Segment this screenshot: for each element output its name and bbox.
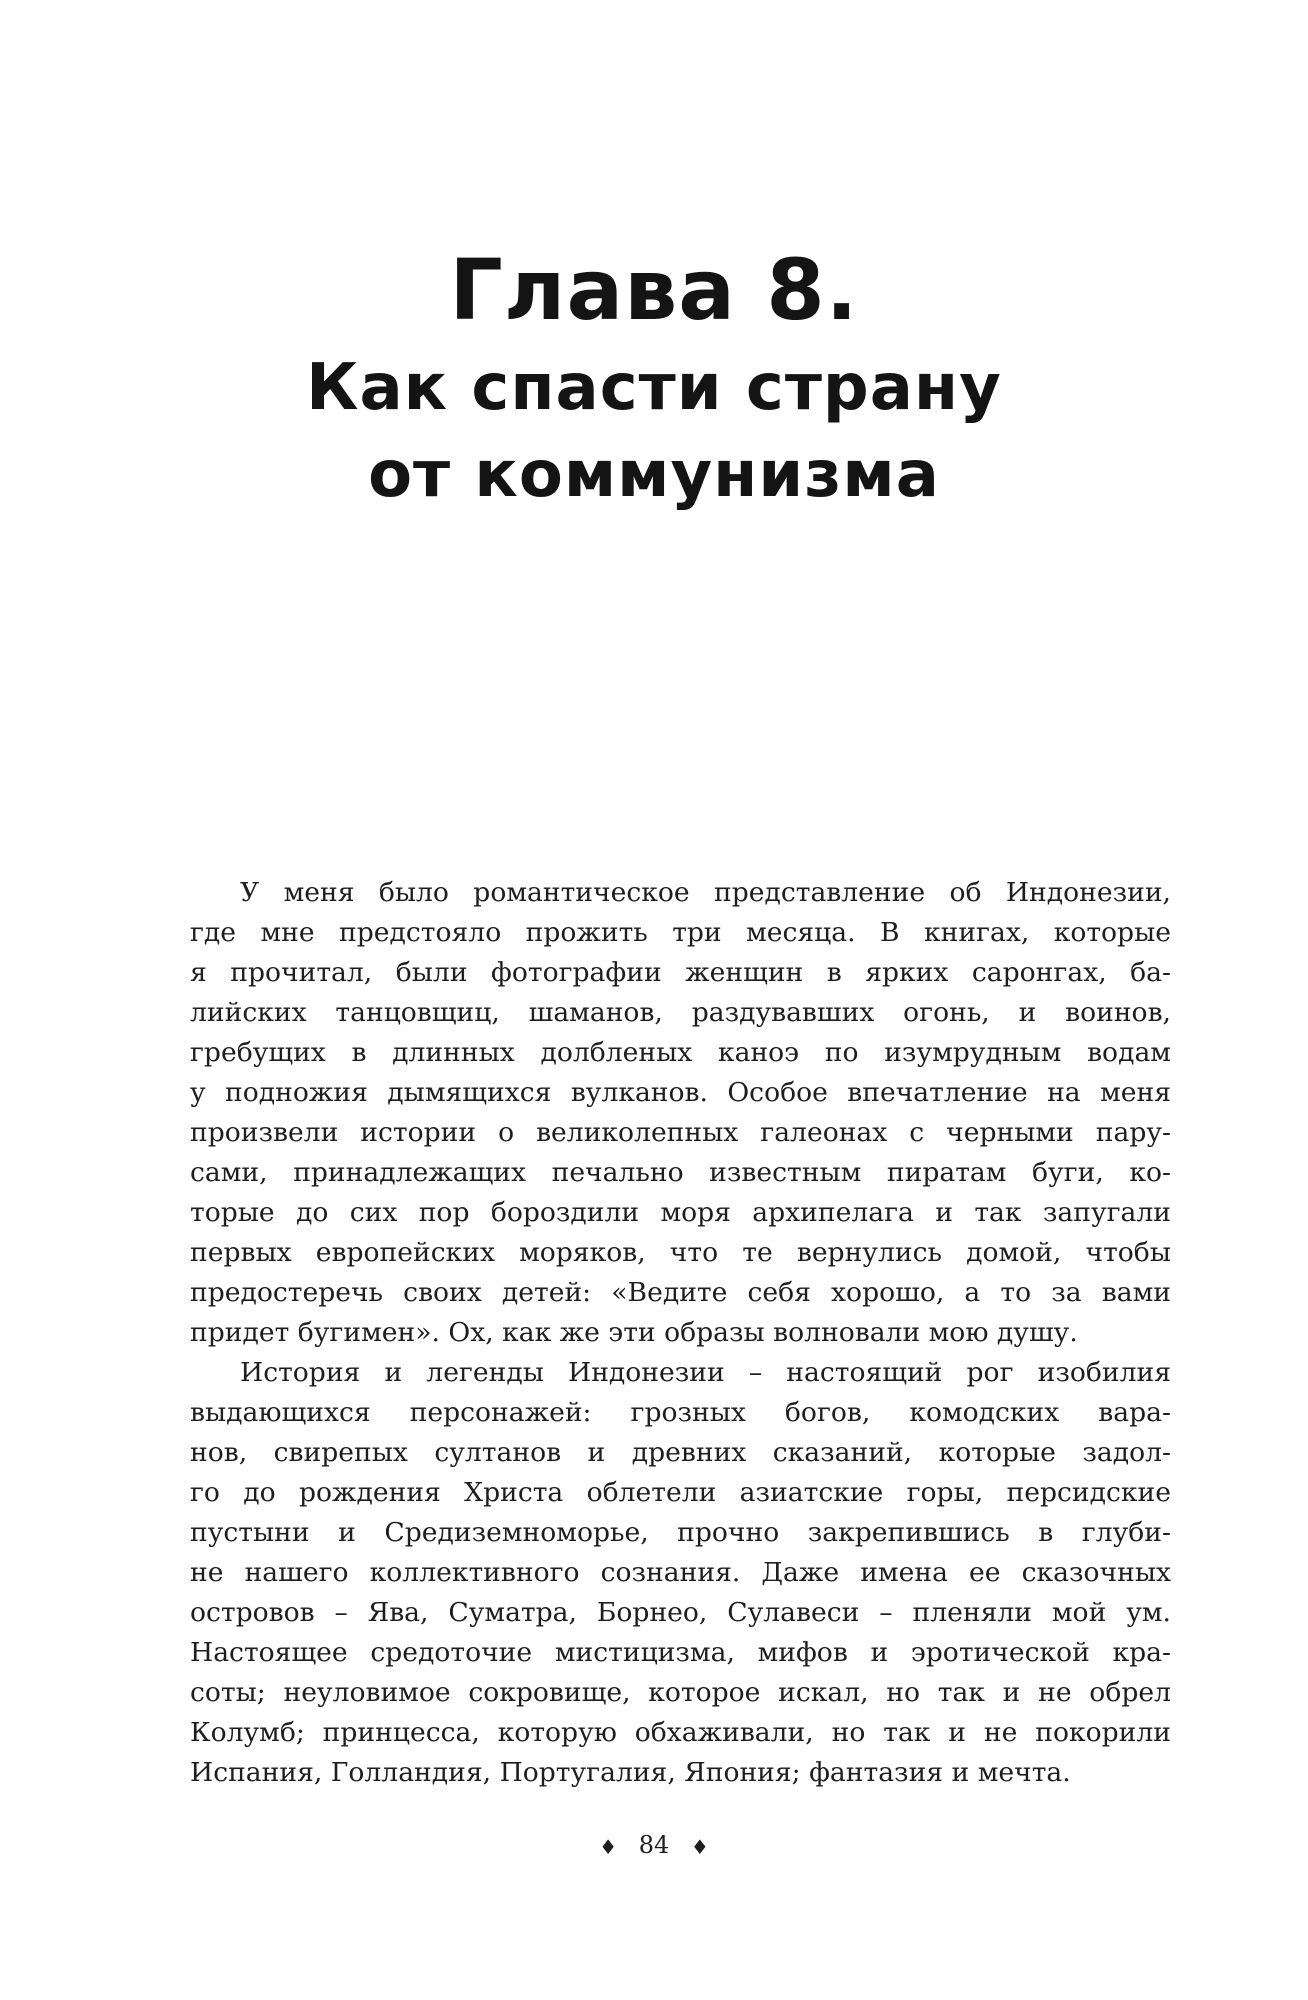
text-line: Колумб; принцесса, которую обхаживали, но так и не покорили <box>190 1717 1171 1748</box>
chapter-title-line-2: от коммунизма <box>368 438 940 512</box>
text-line: выдающихся персонажей: грозных богов, комодских вара- <box>190 1397 1171 1428</box>
diamond-ornament-left-icon: ♦ <box>599 1834 618 1859</box>
page-footer <box>0 1825 1308 1867</box>
chapter-number: Глава 8. <box>449 241 859 339</box>
text-line: лийских танцовщиц, шаманов, раздувавших огонь, и воинов, <box>190 997 1171 1028</box>
paragraph-1 <box>190 873 1171 1353</box>
text-line: История и легенды Индонезии – настоящий рог изобилия <box>240 1357 1171 1388</box>
text-line: островов – Ява, Суматра, Борнео, Сулавеси – пленяли мой ум. <box>190 1597 1171 1628</box>
text-line: соты; неуловимое сокровище, которое искал, но так и не обрел <box>190 1677 1171 1708</box>
text-line: первых европейских моряков, что те вернулись домой, чтобы <box>190 1237 1171 1268</box>
text-line: У меня было романтическое представление об Индонезии, <box>240 877 1171 908</box>
text-line: я прочитал, были фотографии женщин в ярких саронгах, ба- <box>190 957 1171 988</box>
chapter-title-line-1: Как спасти страну <box>306 351 1002 425</box>
page-number: 84 <box>638 1831 670 1859</box>
text-line: Испания, Голландия, Португалия, Япония; фантазия и мечта. <box>190 1757 1071 1788</box>
text-line: го до рождения Христа облетели азиатские горы, персидские <box>190 1477 1171 1508</box>
text-line: у подножия дымящихся вулканов. Особое впечатление на меня <box>190 1077 1171 1108</box>
text-line: придет бугимен». Ох, как же эти образы волновали мою душу. <box>190 1317 1078 1348</box>
text-line: Настоящее средоточие мистицизма, мифов и эротической кра- <box>190 1637 1171 1668</box>
chapter-title <box>0 345 1308 519</box>
text-line: предостеречь своих детей: «Ведите себя хорошо, а то за вами <box>190 1277 1171 1308</box>
text-line: торые до сих пор бороздили моря архипелага и так запугали <box>190 1197 1171 1228</box>
diamond-ornament-right-icon: ♦ <box>690 1834 709 1859</box>
text-line: нов, свирепых султанов и древних сказаний, которые задол- <box>190 1437 1171 1468</box>
text-line: произвели истории о великолепных галеонах с черными пару- <box>190 1117 1171 1148</box>
paragraph-2 <box>190 1353 1171 1793</box>
body-text <box>190 873 1171 1793</box>
text-line: не нашего коллективного сознания. Даже имена ее сказочных <box>190 1557 1171 1588</box>
text-line: сами, принадлежащих печально известным пиратам буги, ко- <box>190 1157 1171 1188</box>
text-line: гребущих в длинных долбленых каноэ по изумрудным водам <box>190 1037 1171 1068</box>
text-line: где мне предстояло прожить три месяца. В книгах, которые <box>190 917 1171 948</box>
text-line: пустыни и Средиземноморье, прочно закрепившись в глуби- <box>190 1517 1171 1548</box>
